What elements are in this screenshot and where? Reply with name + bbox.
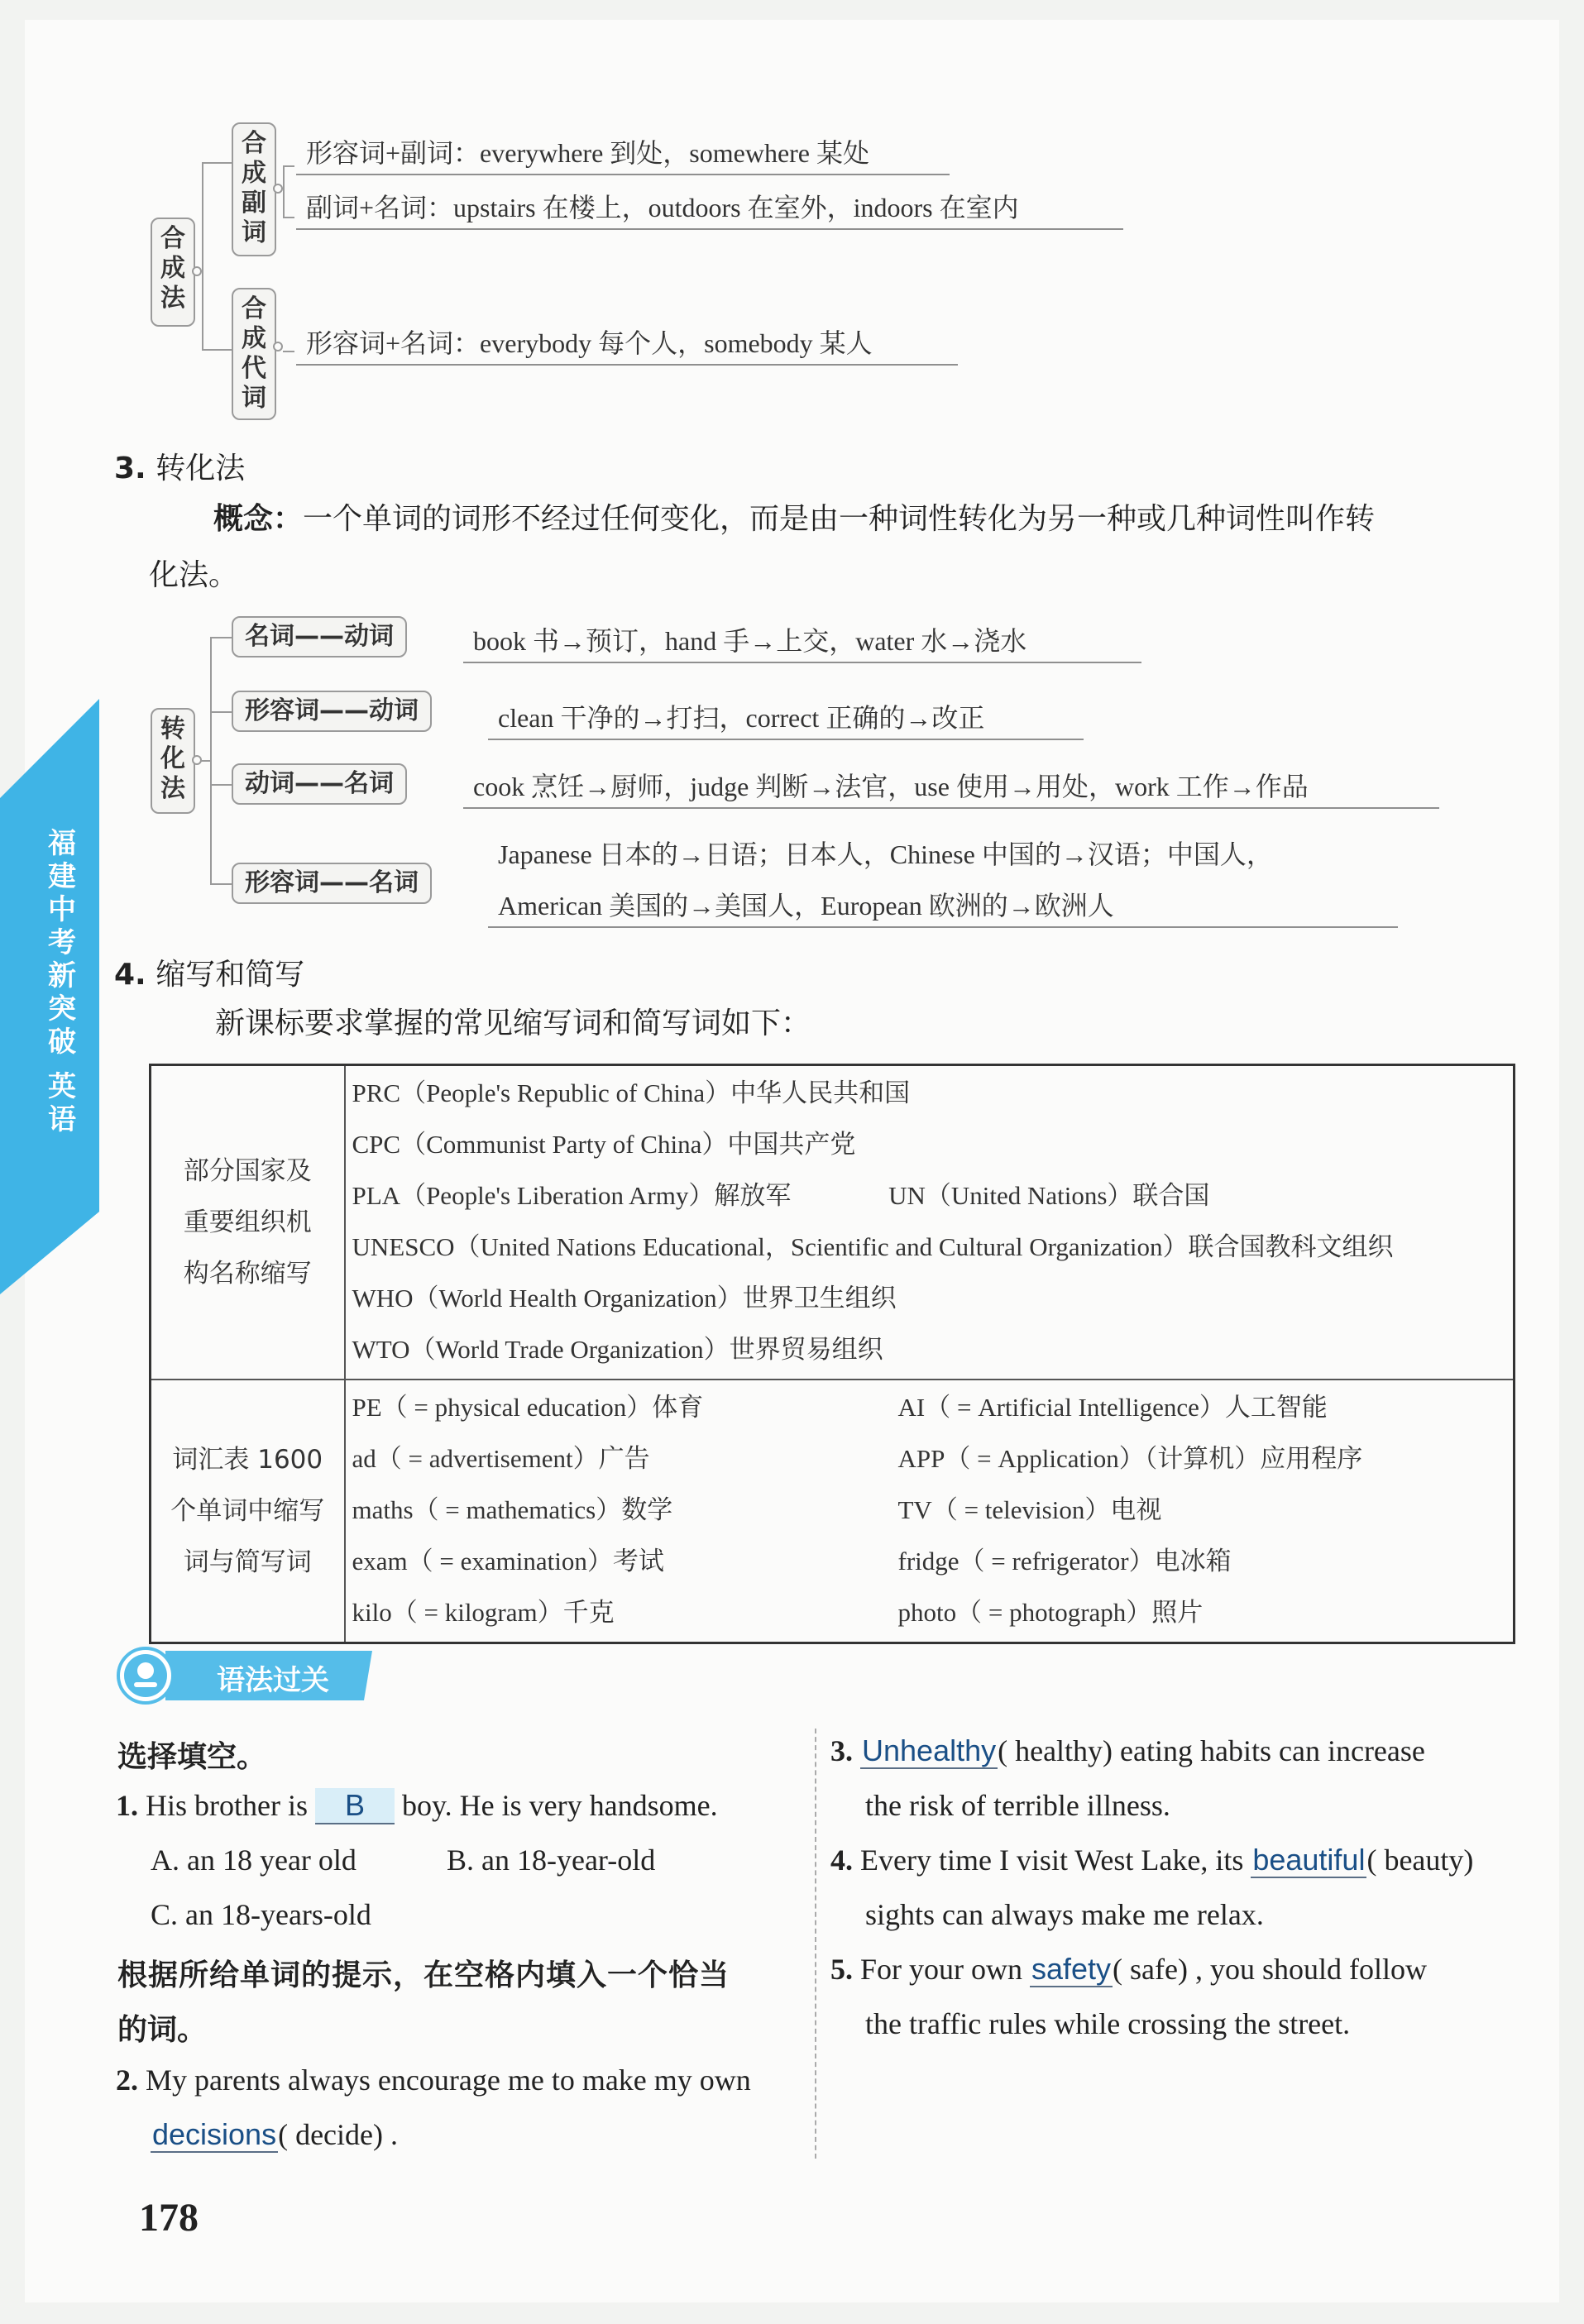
question-number: 3.	[830, 1734, 853, 1767]
section3-heading	[114, 445, 245, 487]
exercise-banner-label: 语法过关	[217, 1664, 329, 1697]
question-text: Every time I visit West Lake, its	[860, 1843, 1244, 1877]
connector-line	[202, 349, 235, 351]
section4-intro: 新课标要求掌握的常见缩写词和简写词如下：	[215, 1007, 811, 1040]
word-line: photo（ = photograph）照片	[897, 1598, 1204, 1627]
question-3-cont: the risk of terrible illness.	[865, 1789, 1170, 1822]
question-4	[830, 1843, 1473, 1877]
compound-branch-1: 形容词+副词：everywhere 到处，somewhere 某处	[296, 132, 950, 175]
option-c: C. an 18-years-old	[151, 1898, 371, 1931]
question-4-cont: sights can always make me relax.	[865, 1898, 1264, 1931]
hint-text: ( decide) .	[278, 2118, 399, 2151]
question-2-cont	[151, 2117, 398, 2152]
question-number: 4.	[830, 1843, 853, 1877]
compound-branch-3: 形容词+名词：everybody 每个人，somebody 某人	[296, 323, 958, 366]
hint-text: ( beauty)	[1366, 1843, 1474, 1877]
category-text: 构名称缩写	[183, 1259, 312, 1289]
category-cell-words	[151, 1380, 345, 1643]
question-text: My parents always encourage me to make my own	[146, 2063, 751, 2097]
compound-branch-2: 副词+名词：upstairs 在楼上，outdoors 在室外，indoors 在室内	[296, 187, 1123, 230]
conversion-branch-4a: Japanese 日本的→日语；日本人，Chinese 中国的→汉语；中国人，	[498, 839, 1273, 869]
page-number: 178	[139, 2196, 199, 2240]
abbreviation-table	[149, 1064, 1515, 1644]
conversion-branch-2: clean 干净的→打扫，correct 正确的→改正	[488, 697, 1084, 740]
side-tab-char: 突	[48, 992, 76, 1026]
side-tab-label	[41, 827, 83, 1136]
question-text: ( safe) , you should follow	[1113, 1953, 1427, 1986]
conversion-root-label: 转化法	[160, 715, 185, 803]
side-tab-char: 建	[48, 860, 76, 893]
org-pla: PLA（People's Liberation Army）解放军	[352, 1181, 792, 1210]
question-number: 5.	[830, 1953, 853, 1986]
question-text: ( healthy) eating habits can increase	[998, 1734, 1425, 1767]
category-text: 词与简写词	[183, 1547, 312, 1577]
question-5-cont: the traffic rules while crossing the street.	[865, 2007, 1351, 2040]
section3-number: 3.	[114, 452, 146, 485]
org-line: WHO（World Health Organization）世界卫生组织	[352, 1284, 897, 1313]
concept-line1: 一个单词的词形不经过任何变化，而是由一种词性转化为另一种或几种词性叫作转	[303, 502, 1376, 536]
word-line: AI（ = Artificial Intelligence）人工智能	[897, 1393, 1328, 1422]
connector-line	[202, 162, 203, 351]
compound-pronoun-label: 合成代词	[242, 294, 266, 413]
connector-dot	[192, 266, 202, 276]
conversion-branch-3: cook 烹饪→厨师，judge 判断→法官，use 使用→用处，work 工作→作品	[463, 766, 1439, 809]
person-icon	[137, 1662, 154, 1679]
instruction-fill: 根据所给单词的提示，在空格内填入一个恰当	[117, 1958, 730, 1992]
org-line	[346, 1170, 1514, 1222]
conversion-branch-4b: American 美国的→美国人，European 欧洲的→欧洲人	[488, 885, 1398, 928]
word-columns	[346, 1382, 1514, 1638]
org-line: CPC（Communist Party of China）中国共产党	[352, 1130, 856, 1159]
answer-q4[interactable]: beautiful	[1252, 1843, 1366, 1877]
question-1	[116, 1788, 718, 1824]
answer-q5[interactable]: safety	[1031, 1952, 1112, 1986]
question-number: 2.	[116, 2063, 138, 2097]
table-row	[151, 1065, 1515, 1380]
section4-title: 缩写和简写	[156, 958, 305, 992]
concept-label: 概念：	[213, 502, 304, 536]
org-line: PRC（People's Republic of China）中华人民共和国	[352, 1078, 911, 1107]
answer-q3[interactable]: Unhealthy	[862, 1733, 997, 1767]
word-line: PE（ = physical education）体育	[352, 1393, 704, 1422]
compound-root-box	[151, 218, 195, 327]
connector-line	[283, 165, 285, 218]
conversion-label-2: 形容词——动词	[232, 691, 432, 732]
side-tab-char: 英	[48, 1070, 76, 1103]
conversion-label-3: 动词——名词	[232, 763, 407, 805]
question-text: For your own	[860, 1953, 1022, 1986]
word-line: fridge（ = refrigerator）电冰箱	[897, 1547, 1232, 1576]
compound-pronoun-box	[232, 288, 276, 420]
side-tab-char: 福	[48, 827, 76, 860]
word-line: exam（ = examination）考试	[352, 1547, 664, 1576]
option-a: A. an 18 year old	[151, 1843, 357, 1877]
section4-heading	[114, 951, 304, 993]
section3-title: 转化法	[156, 452, 246, 485]
connector-dot	[273, 184, 283, 194]
category-text: 重要组织机	[183, 1207, 312, 1237]
answer-q2[interactable]: decisions	[152, 2117, 277, 2151]
connector-dot	[273, 342, 283, 351]
category-text: 词汇表 1600	[172, 1445, 323, 1475]
conversion-label-1: 名词——动词	[232, 616, 407, 658]
side-tab-char: 考	[48, 926, 76, 959]
connector-line	[200, 760, 210, 762]
question-number: 1.	[116, 1789, 138, 1822]
connector-line	[210, 637, 212, 885]
conversion-root-box	[151, 708, 195, 814]
org-list-cell	[345, 1065, 1515, 1380]
question-3	[830, 1733, 1425, 1768]
word-line: APP（ = Application）（计算机）应用程序	[897, 1444, 1363, 1473]
side-tab-separator	[41, 1059, 83, 1070]
question-text: His brother is	[146, 1789, 308, 1822]
word-column-right	[892, 1382, 1438, 1638]
conversion-label-4: 形容词——名词	[232, 863, 432, 904]
side-tab-char: 破	[48, 1026, 76, 1059]
connector-line	[283, 165, 294, 167]
section4-number: 4.	[114, 958, 146, 992]
word-list-cell	[345, 1380, 1515, 1643]
section3-concept	[213, 491, 1520, 548]
compound-adverb-label: 合成副词	[242, 129, 266, 247]
option-b: B. an 18-year-old	[447, 1843, 656, 1877]
category-text: 部分国家及	[183, 1156, 312, 1186]
word-line: maths（ = mathematics）数学	[352, 1495, 673, 1524]
connector-line	[283, 217, 294, 218]
question-2	[116, 2063, 751, 2097]
side-tab-char: 中	[48, 893, 76, 926]
table-row	[151, 1380, 1515, 1643]
compound-adverb-box	[232, 122, 276, 256]
column-divider	[815, 1729, 816, 2159]
word-column-left	[346, 1382, 892, 1638]
question-5	[830, 1952, 1427, 1987]
category-text: 个单词中缩写	[170, 1496, 325, 1526]
org-line: WTO（World Trade Organization）世界贸易组织	[352, 1335, 883, 1364]
word-line: ad（ = advertisement）广告	[352, 1444, 650, 1473]
org-un: UN（United Nations）联合国	[888, 1181, 1210, 1210]
category-cell-orgs	[151, 1065, 345, 1380]
word-line: kilo（ = kilogram）千克	[352, 1598, 615, 1627]
answer-blank-q1[interactable]: B	[315, 1788, 395, 1824]
conversion-branch-1: book 书→预订，hand 手→上交，water 水→浇水	[463, 620, 1141, 663]
side-tab-char: 新	[48, 959, 76, 992]
compound-root-label: 合成法	[160, 224, 185, 313]
org-line: UNESCO（United Nations Educational，Scientific and Cultural Organization）联合国教科文组织	[352, 1232, 1394, 1261]
side-tab-char: 语	[48, 1103, 76, 1136]
connector-line	[283, 351, 294, 352]
instruction-fill-cont: 的词。	[117, 2013, 208, 2047]
section3-concept-cont: 化法。	[149, 558, 239, 592]
connector-line	[202, 162, 235, 164]
question-text: boy. He is very handsome.	[401, 1789, 718, 1822]
word-line: TV（ = television）电视	[897, 1495, 1162, 1524]
instruction-choose: 选择填空。	[117, 1740, 267, 1774]
